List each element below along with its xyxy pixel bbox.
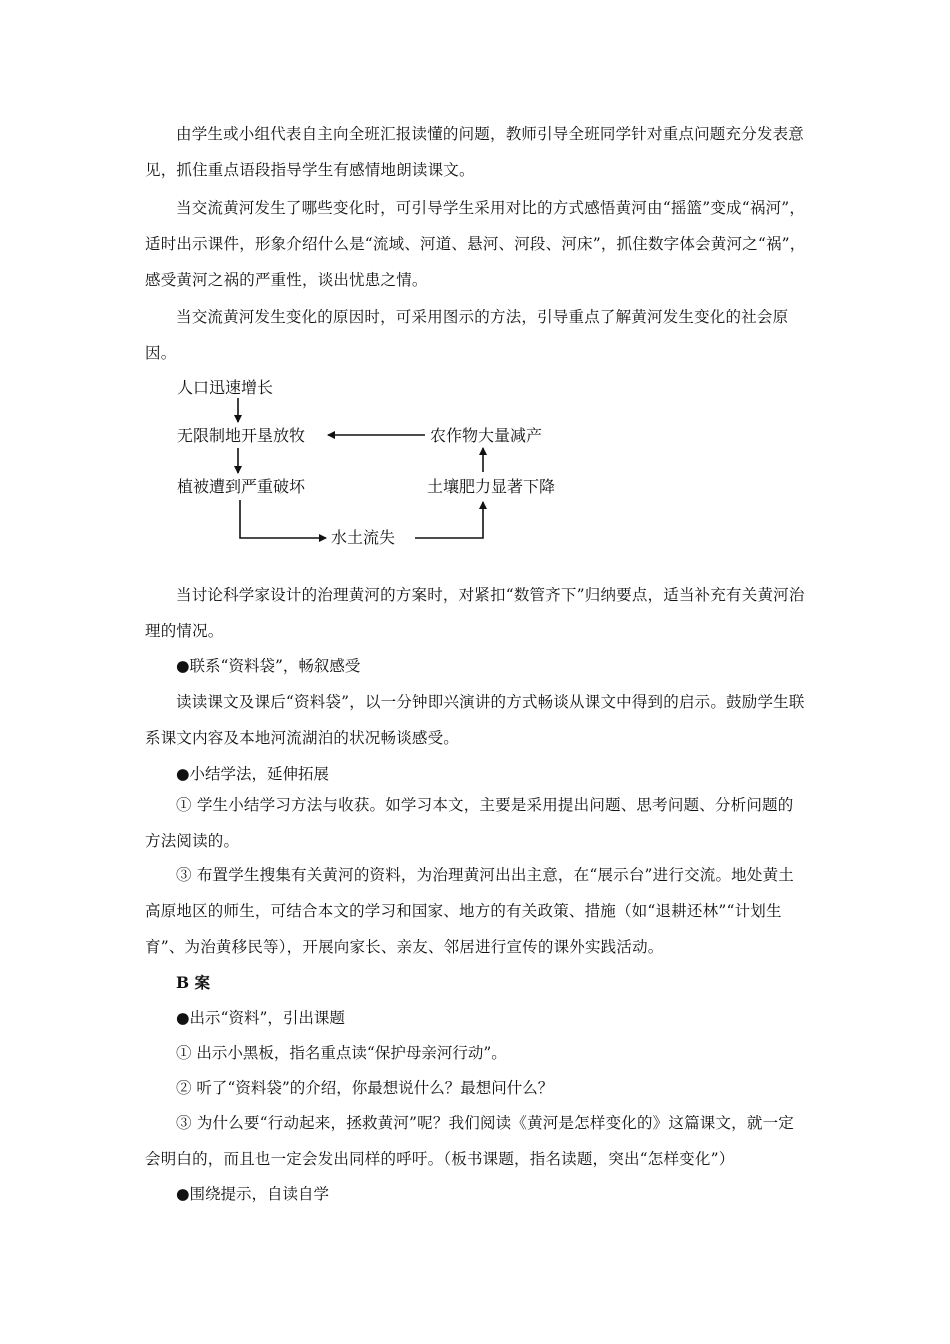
bullet-show-material: ●出示“资料”，引出课题	[176, 1009, 345, 1027]
arrow-vegetation-to-erosion	[240, 500, 326, 538]
node-unlimited-reclamation: 无限制地开垦放牧	[177, 426, 306, 445]
paragraph-causes: 当交流黄河发生变化的原因时，可采用图示的方法，引导重点了解黄河发生变化的社会原因。	[145, 308, 789, 362]
paragraph-changes: 当交流黄河发生了哪些变化时，可引导学生采用对比的方式感悟黄河由“摇篮”变成“祸河”，适时出示课件，形象介绍什么是“流域、河道、悬河、河段、河床”，抓住数字体会黄河之“祸”，感受黄河之祸的严重性，谈出忧患之情。	[145, 199, 806, 289]
paragraph-method: ① 学生小结学习方法与收获。如学习本文，主要是采用提出问题、思考问题、分析问题的方法阅读的。	[145, 796, 794, 850]
bullet-data-bag: ●联系“资料袋”，畅叙感受	[176, 657, 361, 675]
paragraph-why-action: ③ 为什么要“行动起来，拯救黄河”呢？我们阅读《黄河是怎样变化的》这篇课文，就一定会明白的，而且也一定会发出同样的呼吁。（板书课题，指名读题，突出“怎样变化”）	[145, 1114, 794, 1168]
node-vegetation-destroyed: 植被遭到严重破坏	[177, 477, 306, 496]
item-blackboard: ① 出示小黑板，指名重点读“保护母亲河行动”。	[176, 1044, 507, 1062]
node-soil-fertility-decline: 土壤肥力显著下降	[427, 477, 556, 496]
node-population-growth: 人口迅速增长	[177, 378, 274, 397]
bullet-summary: ●小结学法，延伸拓展	[176, 765, 330, 783]
paragraph-research: ③ 布置学生搜集有关黄河的资料，为治理黄河出出主意，在“展示台”进行交流。地处黄土高原地区的师生，可结合本文的学习和国家、地方的有关政策、措施（如“退耕还林”“计划生育”、为治黄移民等），开展向家长、亲友、邻居进行宣传的课外实践活动。	[145, 866, 794, 956]
paragraph-governance: 当讨论科学家设计的治理黄河的方案时，对紧扣“数管齐下”归纳要点，适当补充有关黄河治理的情况。	[145, 586, 805, 640]
heading-plan-b: B 案	[176, 973, 210, 992]
paragraph-report: 由学生或小组代表自主向全班汇报读懂的问题，教师引导全班同学针对重点问题充分发表意见，抓住重点语段指导学生有感情地朗读课文。	[145, 125, 805, 179]
paragraph-speech: 读读课文及课后“资料袋”，以一分钟即兴演讲的方式畅谈从课文中得到的启示。鼓励学生联系课文内容及本地河流湖泊的状况畅谈感受。	[145, 693, 805, 747]
node-soil-erosion: 水土流失	[331, 528, 396, 547]
cause-flow-diagram	[150, 368, 600, 563]
node-crop-yield-decline: 农作物大量减产	[430, 426, 543, 445]
arrow-erosion-to-fertility	[415, 502, 483, 538]
item-questions: ② 听了“资料袋”的介绍，你最想说什么？最想问什么？	[176, 1079, 554, 1097]
bullet-self-study: ●围绕提示，自读自学	[176, 1185, 330, 1203]
